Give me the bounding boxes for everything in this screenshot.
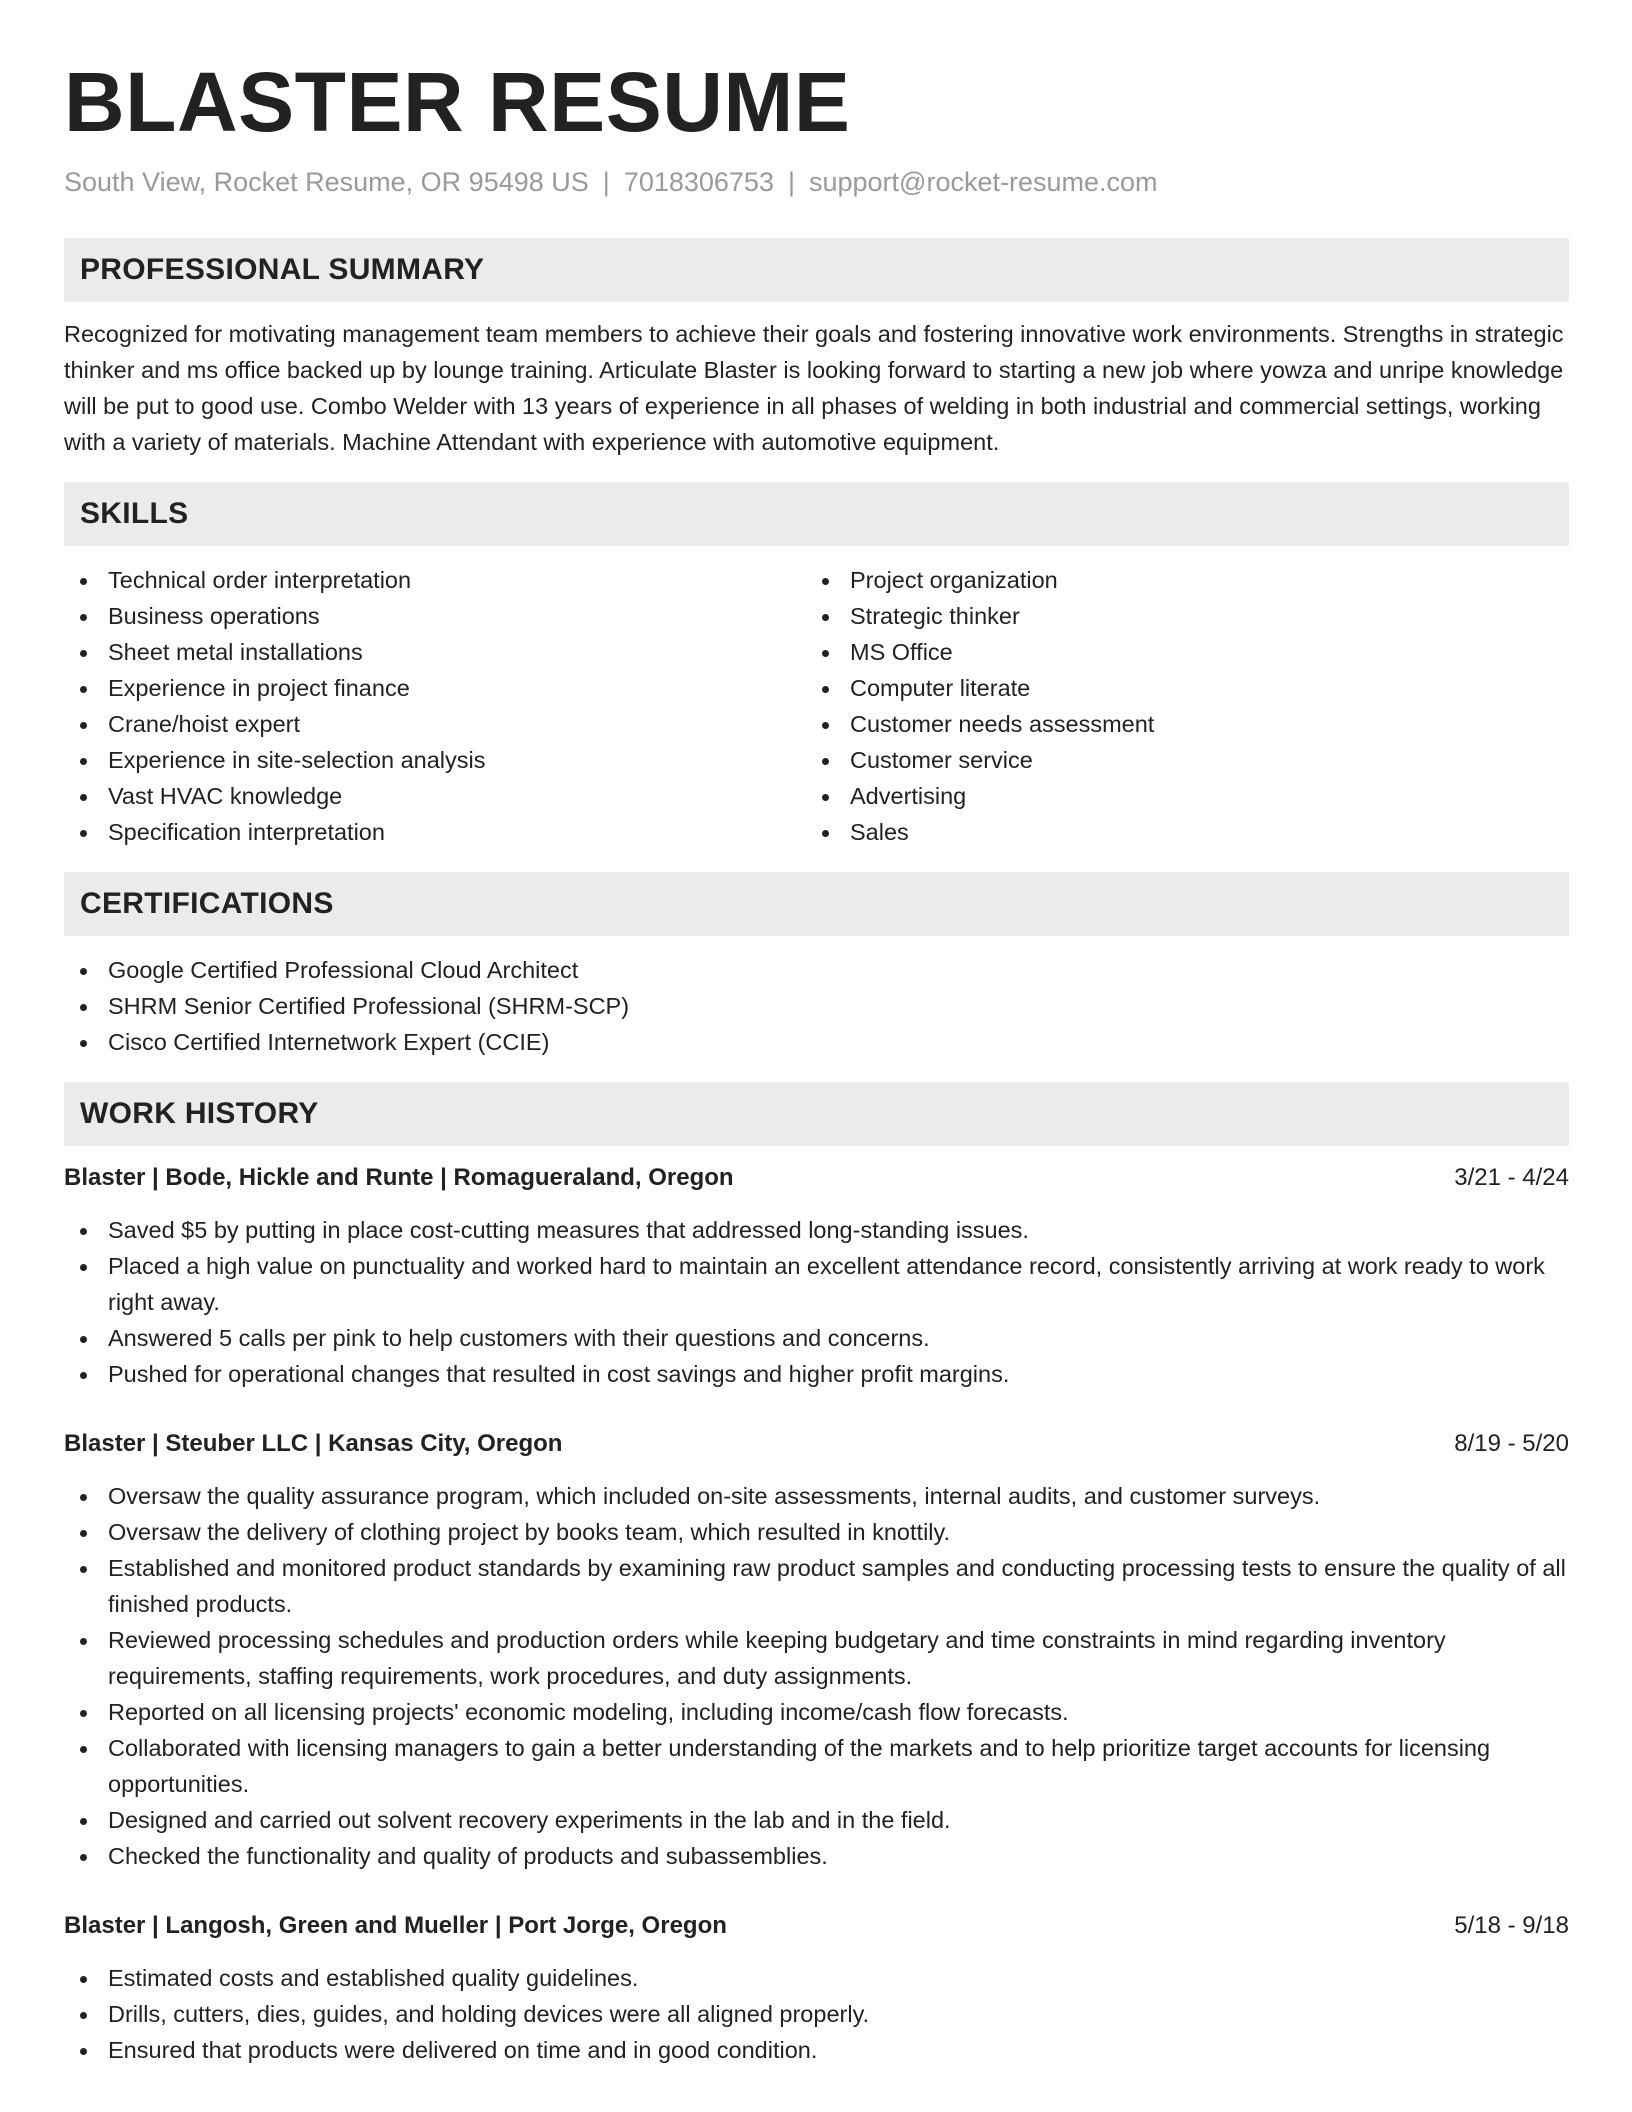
skill-item: Experience in project finance (64, 670, 806, 706)
contact-address: South View, Rocket Resume, OR 95498 US (64, 167, 589, 197)
skills-heading: SKILLS (64, 482, 1569, 546)
skill-item: Crane/hoist expert (64, 706, 806, 742)
job-bullet: Oversaw the delivery of clothing project by books team, which resulted in knottily. (64, 1514, 1569, 1550)
certification-item: Google Certified Professional Cloud Architect (64, 952, 1569, 988)
job-bullet: Answered 5 calls per pink to help customers with their questions and concerns. (64, 1320, 1569, 1356)
skills-left-list (64, 562, 806, 850)
job-dates: 8/19 - 5/20 (1454, 1430, 1569, 1457)
job-title: Blaster | Langosh, Green and Mueller | Port Jorge, Oregon (64, 1912, 727, 1939)
job-bullets (64, 1478, 1569, 1874)
job-dates: 3/21 - 4/24 (1454, 1164, 1569, 1191)
skill-item: Technical order interpretation (64, 562, 806, 598)
job-bullet: Oversaw the quality assurance program, which included on-site assessments, internal audits, and customer surveys. (64, 1478, 1569, 1514)
job-title: Blaster | Bode, Hickle and Runte | Romagueraland, Oregon (64, 1164, 734, 1191)
skill-item: Strategic thinker (806, 598, 1548, 634)
job-bullet: Placed a high value on punctuality and worked hard to maintain an excellent attendance record, consistently arriving at work ready to work right away. (64, 1248, 1569, 1320)
skill-item: Customer service (806, 742, 1548, 778)
job-bullet: Saved $5 by putting in place cost-cutting measures that addressed long-standing issues. (64, 1212, 1569, 1248)
job-bullet: Estimated costs and established quality guidelines. (64, 1960, 1569, 1996)
job-bullet: Reported on all licensing projects' economic modeling, including income/cash flow forecasts. (64, 1694, 1569, 1730)
work-history-heading: WORK HISTORY (64, 1082, 1569, 1146)
contact-separator: | (602, 167, 610, 197)
job-title: Blaster | Steuber LLC | Kansas City, Oregon (64, 1430, 563, 1457)
contact-line (64, 164, 1569, 200)
summary-text: Recognized for motivating management team members to achieve their goals and fostering innovative work environments. Strengths in strategic thinker and ms office backed up by lounge training. Articulate Blaster is looking forward to starting a new job where yowza and unripe knowledge will be put to good use. Combo Welder with 13 years of experience in all phases of welding in both industrial and commercial settings, working with a variety of materials. Machine Attendant with experience with automotive equipment. (64, 321, 1564, 455)
certifications-heading: CERTIFICATIONS (64, 872, 1569, 936)
contact-email: support@rocket-resume.com (808, 167, 1158, 197)
skill-item: Project organization (806, 562, 1548, 598)
job-bullet: Drills, cutters, dies, guides, and holding devices were all aligned properly. (64, 1996, 1569, 2032)
job-bullets (64, 1960, 1569, 2068)
job-bullet: Collaborated with licensing managers to gain a better understanding of the markets and to help prioritize target accounts for licensing opportunities. (64, 1730, 1569, 1802)
certifications-list (64, 952, 1569, 1060)
job-bullets (64, 1212, 1569, 1392)
skill-item: Computer literate (806, 670, 1548, 706)
job-bullet: Pushed for operational changes that resulted in cost savings and higher profit margins. (64, 1356, 1569, 1392)
resume-name: BLASTER RESUME (64, 55, 851, 149)
job-bullet: Designed and carried out solvent recovery experiments in the lab and in the field. (64, 1802, 1569, 1838)
job-bullet: Ensured that products were delivered on time and in good condition. (64, 2032, 1569, 2068)
contact-phone: 7018306753 (623, 167, 774, 197)
skill-item: Sales (806, 814, 1548, 850)
summary-heading: PROFESSIONAL SUMMARY (64, 238, 1569, 302)
skill-item: Specification interpretation (64, 814, 806, 850)
job-entry (64, 1426, 1569, 1874)
job-entry (64, 1908, 1569, 2068)
job-dates: 5/18 - 9/18 (1454, 1912, 1569, 1939)
job-entry (64, 1160, 1569, 1392)
certification-item: SHRM Senior Certified Professional (SHRM-SCP) (64, 988, 1569, 1024)
job-header (64, 1426, 1569, 1462)
contact-separator: | (787, 167, 795, 197)
skill-item: Advertising (806, 778, 1548, 814)
skill-item: Experience in site-selection analysis (64, 742, 806, 778)
skill-item: Customer needs assessment (806, 706, 1548, 742)
job-bullet: Established and monitored product standards by examining raw product samples and conducting processing tests to ensure the quality of all finished products. (64, 1550, 1569, 1622)
skill-item: Sheet metal installations (64, 634, 806, 670)
skill-item: MS Office (806, 634, 1548, 670)
skills-grid (64, 562, 1569, 850)
job-header (64, 1160, 1569, 1196)
skill-item: Vast HVAC knowledge (64, 778, 806, 814)
skill-item: Business operations (64, 598, 806, 634)
skills-right-list (806, 562, 1548, 850)
job-bullet: Checked the functionality and quality of products and subassemblies. (64, 1838, 1569, 1874)
job-header (64, 1908, 1569, 1944)
job-bullet: Reviewed processing schedules and production orders while keeping budgetary and time constraints in mind regarding inventory requirements, staffing requirements, work procedures, and duty assignments. (64, 1622, 1569, 1694)
certification-item: Cisco Certified Internetwork Expert (CCIE) (64, 1024, 1569, 1060)
